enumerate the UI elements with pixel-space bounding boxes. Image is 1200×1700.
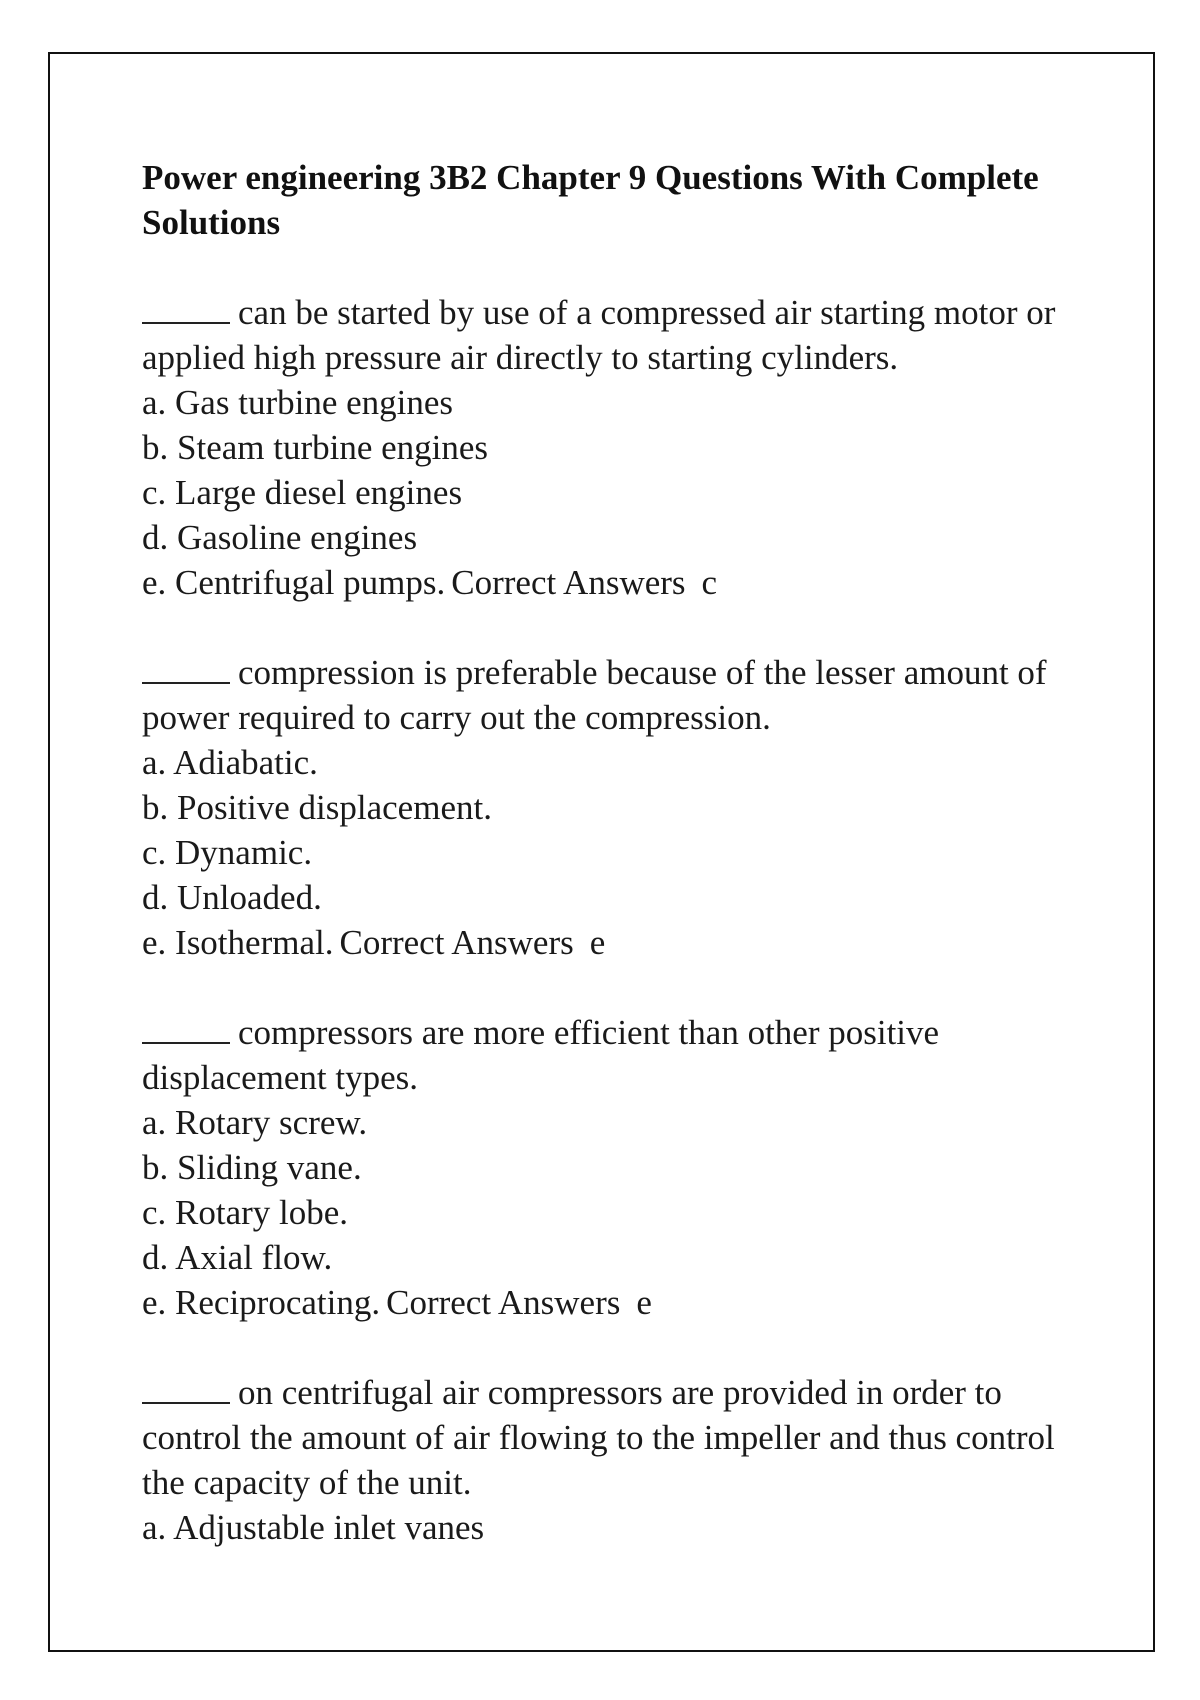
correct-answers-label: Correct Answers [339, 923, 574, 962]
option-e-text: e. Centrifugal pumps. [142, 563, 446, 602]
question-1 [142, 290, 1082, 605]
option-c: c. Rotary lobe. [142, 1193, 349, 1232]
option-c: c. Dynamic. [142, 833, 313, 872]
document-content [142, 155, 1082, 1595]
question-3 [142, 1010, 1082, 1325]
correct-answers-label: Correct Answers [386, 1283, 621, 1322]
question-stem [142, 290, 1082, 380]
answer-blank [142, 292, 230, 324]
option-b: b. Positive displacement. [142, 788, 492, 827]
option-d: d. Axial flow. [142, 1238, 333, 1277]
correct-answer-value: e [636, 1283, 652, 1322]
option-d: d. Gasoline engines [142, 518, 418, 557]
question-stem [142, 650, 1082, 740]
option-c: c. Large diesel engines [142, 473, 463, 512]
option-e [142, 1280, 1082, 1325]
question-stem-text: compression is preferable because of the lesser amount of power required to carry out the compression. [142, 653, 1047, 737]
option-a: a. Adiabatic. [142, 743, 318, 782]
answer-blank [142, 652, 230, 684]
correct-answer-value: e [589, 923, 606, 962]
question-stem-text: can be started by use of a compressed air starting motor or applied high pressure air directly to starting cylinders. [142, 293, 1056, 377]
question-stem [142, 1010, 1082, 1100]
correct-answers-label: Correct Answers [451, 563, 686, 602]
option-e [142, 920, 1082, 965]
question-stem-text: compressors are more efficient than other positive displacement types. [142, 1013, 940, 1097]
correct-answer-value: c [701, 563, 718, 602]
option-a: a. Gas turbine engines [142, 383, 454, 422]
document-title: Power engineering 3B2 Chapter 9 Questions With Complete Solutions [142, 158, 1039, 242]
option-a: a. Rotary screw. [142, 1103, 368, 1142]
answer-blank [142, 1012, 230, 1044]
option-d: d. Unloaded. [142, 878, 322, 917]
question-2 [142, 650, 1082, 965]
option-a: a. Adjustable inlet vanes [142, 1508, 485, 1547]
option-e-text: e. Isothermal. [142, 923, 334, 962]
answer-blank [142, 1372, 230, 1404]
option-e [142, 560, 1082, 605]
question-stem [142, 1370, 1082, 1505]
question-4 [142, 1370, 1082, 1550]
option-e-text: e. Reciprocating. [142, 1283, 381, 1322]
question-stem-text: on centrifugal air compressors are provided in order to control the amount of air flowing to the impeller and thus control the capacity of the unit. [142, 1373, 1055, 1502]
option-b: b. Sliding vane. [142, 1148, 362, 1187]
option-b: b. Steam turbine engines [142, 428, 489, 467]
